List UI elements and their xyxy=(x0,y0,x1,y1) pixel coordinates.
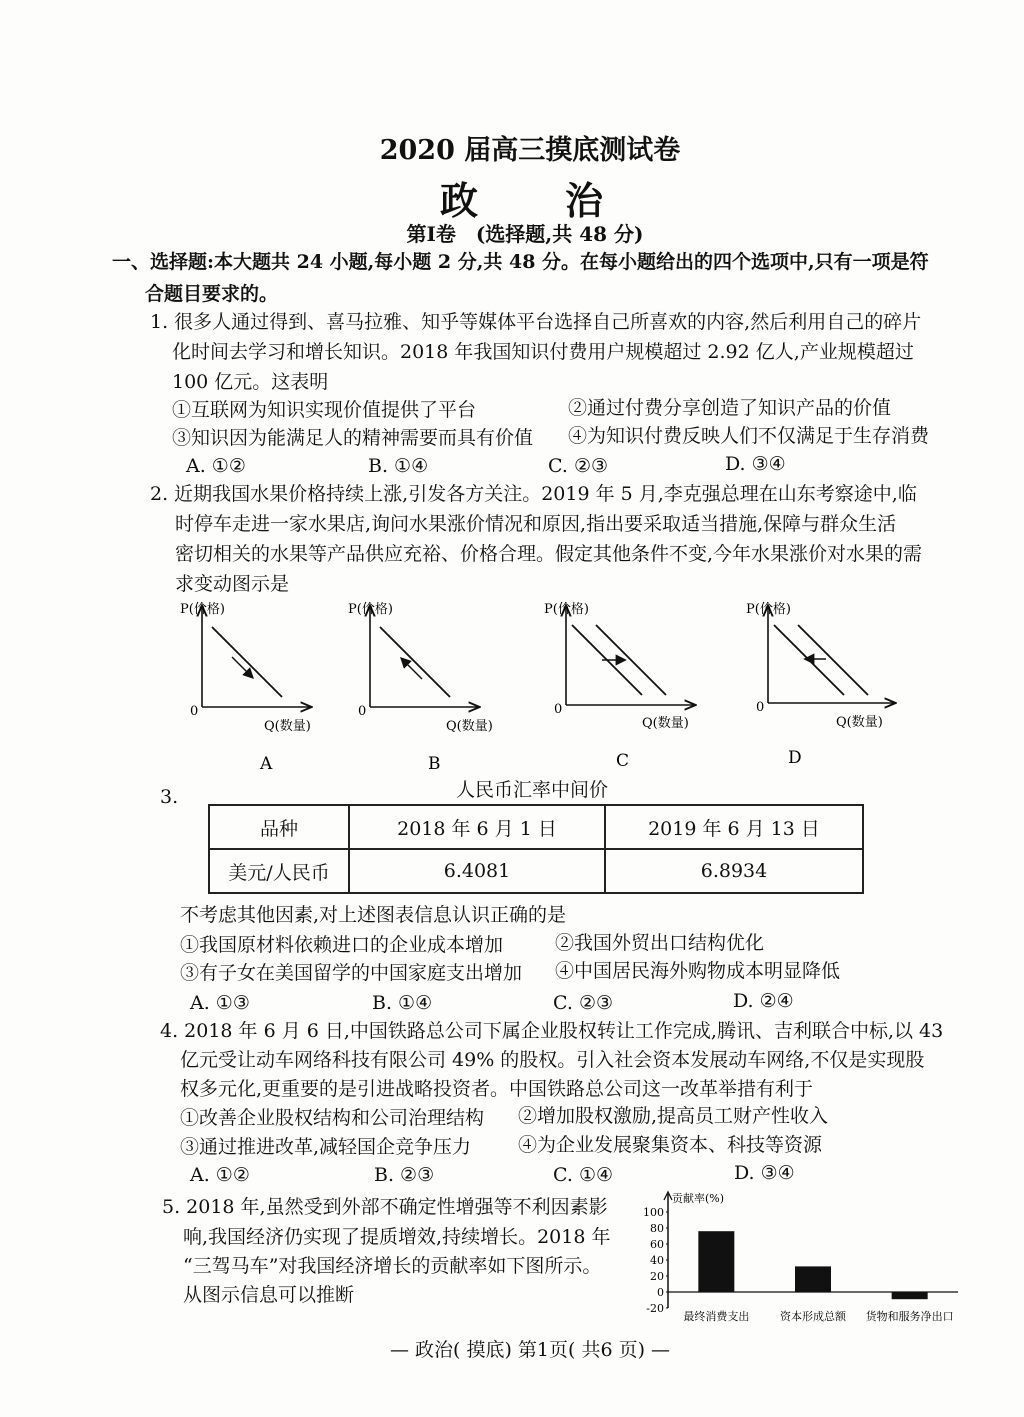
q1-statement-2: ②通过付费分享创造了知识产品的价值 xyxy=(568,397,892,419)
graph-d xyxy=(746,601,894,768)
graph-b-demand-curve xyxy=(380,627,450,697)
chart-x-tick-label: 货物和服务净出口 xyxy=(865,1310,954,1323)
q4-statement-2: ②增加股权激励,提高员工财产性收入 xyxy=(518,1105,829,1127)
q2-stem-line-3: 密切相关的水果等产品供应充裕、价格合理。假定其他条件不变,今年水果涨价对水果的需 xyxy=(175,543,923,565)
exchange-rate-table xyxy=(208,804,864,894)
q5-stem-line-2: 响,我国经济仍实现了提质增效,持续增长。2018 年 xyxy=(183,1226,611,1248)
graph-a-caption: A xyxy=(260,754,273,774)
graph-b-x-label: Q(数量) xyxy=(446,719,493,734)
graph-d-y-label: P(价格) xyxy=(746,602,791,617)
chart-y-tick-label: 0 xyxy=(657,1286,664,1299)
q4-stem-line-1: 4. 2018 年 6 月 6 日,中国铁路总公司下属企业股权转让工作完成,腾讯、吉利联合中标,以 43 xyxy=(160,1020,944,1042)
q4-option-b[interactable]: B. ②③ xyxy=(374,1164,435,1186)
table-cell: 6.8934 xyxy=(605,849,863,893)
q1-option-b[interactable]: B. ①④ xyxy=(368,455,429,477)
graph-a-x-label: Q(数量) xyxy=(264,719,311,734)
q3-number: 3. xyxy=(160,786,179,808)
q1-option-c[interactable]: C. ②③ xyxy=(548,455,609,477)
q1-statement-3: ③知识因为能满足人的精神需要而具有价值 xyxy=(172,427,534,449)
chart-x-tick-label: 最终消费支出 xyxy=(683,1310,750,1323)
q4-statement-1: ①改善企业股权结构和公司治理结构 xyxy=(180,1107,485,1129)
chart-y-tick-label: 80 xyxy=(650,1222,664,1235)
graph-d-x-label: Q(数量) xyxy=(836,715,883,730)
chart-y-tick-label: 100 xyxy=(643,1206,664,1219)
q1-option-d[interactable]: D. ③④ xyxy=(725,453,786,475)
q4-statement-3: ③通过推进改革,减轻国企竞争压力 xyxy=(180,1136,472,1158)
q1-statement-4: ④为知识付费反映人们不仅满足于生存消费 xyxy=(568,425,930,447)
q1-option-a[interactable]: A. ①② xyxy=(186,455,246,477)
q4-option-d[interactable]: D. ③④ xyxy=(734,1162,795,1184)
instructions-line-1: 一、选择题:本大题共 24 小题,每小题 2 分,共 48 分。在每小题给出的四个选项中,只有一项是符 xyxy=(112,251,929,273)
chart-y-tick-label: 20 xyxy=(650,1270,664,1283)
q1-stem-line-1: 1. 很多人通过得到、喜马拉雅、知乎等媒体平台选择自己所喜欢的内容,然后利用自己的碎片 xyxy=(150,311,922,333)
q3-option-c[interactable]: C. ②③ xyxy=(553,992,614,1014)
graph-d-caption: D xyxy=(788,748,802,768)
chart-bar xyxy=(892,1292,928,1299)
chart-bar xyxy=(795,1266,831,1292)
chart-y-tick-label: 40 xyxy=(650,1254,664,1267)
table-header-cell: 2019 年 6 月 13 日 xyxy=(605,805,863,849)
table-header-cell: 2018 年 6 月 1 日 xyxy=(349,805,605,849)
q3-statement-4: ④中国居民海外购物成本明显降低 xyxy=(555,960,841,982)
table-cell: 美元/人民币 xyxy=(209,849,349,893)
q1-stem-line-3: 100 亿元。这表明 xyxy=(172,371,329,393)
instructions-line-2: 合题目要求的。 xyxy=(145,283,279,305)
table-cell: 6.4081 xyxy=(349,849,605,893)
graph-c-x-label: Q(数量) xyxy=(642,716,689,731)
part-title: 第Ⅰ卷 (选择题,共 48 分) xyxy=(406,222,644,246)
q3-statement-1: ①我国原材料依赖进口的企业成本增加 xyxy=(180,934,504,956)
graph-b xyxy=(348,601,493,774)
q3-stem: 不考虑其他因素,对上述图表信息认识正确的是 xyxy=(180,904,567,926)
table-header-cell: 品种 xyxy=(209,805,349,849)
q3-table-title: 人民币汇率中间价 xyxy=(456,779,609,801)
chart-y-tick-label: 60 xyxy=(650,1238,664,1251)
q3-statement-3: ③有子女在美国留学的中国家庭支出增加 xyxy=(180,962,523,984)
graph-a-origin: 0 xyxy=(190,704,199,719)
q3-option-d[interactable]: D. ②④ xyxy=(733,990,794,1012)
q4-stem-line-2: 亿元受让动车网络科技有限公司 49% 的股权。引入社会资本发展动车网络,不仅是实现股 xyxy=(180,1049,925,1071)
graph-b-y-label: P(价格) xyxy=(348,602,393,617)
graph-c-origin: 0 xyxy=(554,702,563,717)
q3-option-b[interactable]: B. ①④ xyxy=(372,992,433,1014)
chart-y-tick-label: -20 xyxy=(646,1302,664,1315)
graph-b-origin: 0 xyxy=(358,704,367,719)
graph-b-movement-arrow xyxy=(402,659,422,679)
page-footer: — 政治( 摸底) 第1页( 共6 页) — xyxy=(389,1339,671,1361)
graph-a-movement-arrow xyxy=(232,657,252,677)
q5-stem-line-1: 5. 2018 年,虽然受到外部不确定性增强等不利因素影 xyxy=(162,1196,608,1218)
q2-demand-graphs xyxy=(160,595,900,775)
q1-statement-1: ①互联网为知识实现价值提供了平台 xyxy=(172,399,477,421)
graph-a-demand-curve xyxy=(212,627,282,697)
contribution-rate-bar-chart xyxy=(640,1188,970,1323)
exam-title: 2020 届高三摸底测试卷 xyxy=(379,135,681,166)
table-header-row xyxy=(209,805,863,849)
subject-title-char-2: 治 xyxy=(565,178,606,223)
table-row xyxy=(209,849,863,893)
graph-d-origin: 0 xyxy=(756,700,765,715)
graph-a xyxy=(180,601,311,774)
graph-b-caption: B xyxy=(428,754,441,774)
graph-a-y-label: P(价格) xyxy=(180,602,225,617)
q3-statement-2: ②我国外贸出口结构优化 xyxy=(555,932,765,954)
q5-stem-line-3: “三驾马车”对我国经济增长的贡献率如下图所示。 xyxy=(183,1255,602,1277)
chart-x-tick-label: 资本形成总额 xyxy=(780,1310,846,1323)
q2-stem-line-2: 时停车走进一家水果店,询问水果涨价情况和原因,指出要采取适当措施,保障与群众生活 xyxy=(175,513,897,535)
q4-option-c[interactable]: C. ①④ xyxy=(553,1164,614,1186)
chart-y-label: 贡献率(%) xyxy=(672,1192,725,1205)
q2-stem-line-1: 2. 近期我国水果价格持续上涨,引发各方关注。2019 年 5 月,李克强总理在山东考察途中,临 xyxy=(150,483,917,505)
q3-option-a[interactable]: A. ①③ xyxy=(190,992,250,1014)
q1-stem-line-2: 化时间去学习和增长知识。2018 年我国知识付费用户规模超过 2.92 亿人,产业规模超过 xyxy=(172,341,914,363)
chart-bar xyxy=(698,1231,734,1292)
q4-stem-line-3: 权多元化,更重要的是引进战略投资者。中国铁路总公司这一改革举措有利于 xyxy=(180,1078,814,1100)
q2-stem-line-4: 求变动图示是 xyxy=(175,573,290,595)
graph-c-y-label: P(价格) xyxy=(544,602,589,617)
graph-c-caption: C xyxy=(616,751,630,771)
subject-title-char-1: 政 xyxy=(440,178,481,223)
graph-c xyxy=(544,601,694,771)
q4-option-a[interactable]: A. ①② xyxy=(190,1164,250,1186)
q5-stem-line-4: 从图示信息可以推断 xyxy=(183,1284,355,1306)
q4-statement-4: ④为企业发展聚集资本、科技等资源 xyxy=(518,1134,823,1156)
